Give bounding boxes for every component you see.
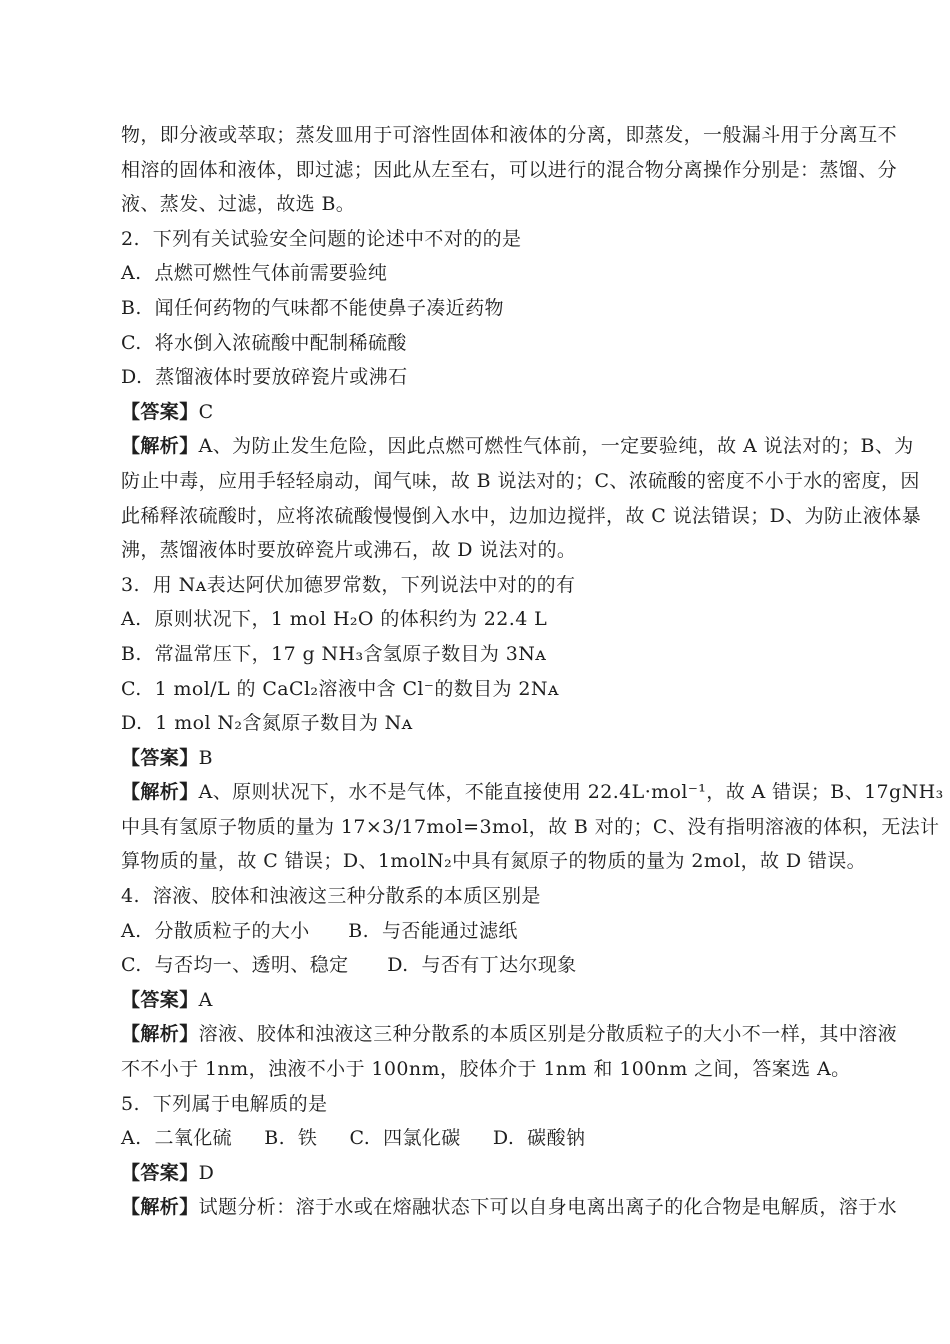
q3-answer-line <box>121 741 900 776</box>
q3-option-d: D. 1 mol N₂含氮原子数目为 Nᴀ <box>121 712 413 735</box>
q4-explanation-line-1: 【解析】溶液、胶体和浊液这三种分散系的本质区别是分散质粒子的大小不一样，其中溶液 <box>121 1023 898 1046</box>
q4-options-row-2: C. 与否均一、透明、稳定 D. 与否有丁达尔现象 <box>121 954 577 977</box>
q3-explanation-line-2: 中具有氢原子物质的量为 17×3/17mol=3mol，故 B 对的；C、没有指明溶液的体积，无法计 <box>121 815 940 838</box>
q3-explanation-line-1: 【解析】A、原则状况下，水不是气体，不能直接使用 22.4L·mol⁻¹，故 A 错误；B、17gNH₃ <box>121 781 944 804</box>
q5-answer-label: 【答案】 <box>121 1161 199 1184</box>
q3-answer-value: B <box>198 746 213 769</box>
q5-stem: 5. 下列属于电解质的是 <box>121 1092 328 1115</box>
q2-option-d: D. 蒸馏液体时要放碎瓷片或沸石 <box>121 366 408 389</box>
q2-explanation-line-2: 防止中毒，应用手轻轻扇动，闻气味，故 B 说法对的；C、浓硫酸的密度不小于水的密度，因 <box>121 469 920 492</box>
q3-stem: 3. 用 Nᴀ表达阿伏加德罗常数，下列说法中对的的有 <box>121 573 576 596</box>
q4-explanation-label: 【解析】 <box>121 1023 199 1046</box>
q2-answer-label: 【答案】 <box>121 400 199 423</box>
q2-explanation-line-3: 此稀释浓硫酸时，应将浓硫酸慢慢倒入水中，边加边搅拌，故 C 说法错误；D、为防止液体暴 <box>121 504 922 527</box>
q3-answer-label: 【答案】 <box>121 746 199 769</box>
q5-answer-value: D <box>198 1161 215 1184</box>
q5-explanation-line-1: 【解析】试题分析：溶于水或在熔融状态下可以自身电离出离子的化合物是电解质，溶于水 <box>121 1196 898 1219</box>
q2-answer-line <box>121 395 900 430</box>
q2-answer-value: C <box>198 400 214 423</box>
q5-options-row: A. 二氧化硫 B. 铁 C. 四氯化碳 D. 碳酸钠 <box>121 1127 586 1150</box>
q4-answer-label: 【答案】 <box>121 988 199 1011</box>
q3-option-c: C. 1 mol/L 的 CaCl₂溶液中含 Cl⁻的数目为 2Nᴀ <box>121 677 560 700</box>
q2-stem: 2. 下列有关试验安全问题的论述中不对的的是 <box>121 227 522 250</box>
q2-explanation-line-4: 沸，蒸馏液体时要放碎瓷片或沸石，故 D 说法对的。 <box>121 539 577 562</box>
q4-answer-line <box>121 983 900 1018</box>
q2-option-b: B. 闻任何药物的气味都不能使鼻子凑近药物 <box>121 296 504 319</box>
q3-option-b: B. 常温常压下，17 g NH₃含氢原子数目为 3Nᴀ <box>121 642 547 665</box>
q4-answer-value: A <box>198 988 213 1011</box>
q3-explanation-label: 【解析】 <box>121 781 199 804</box>
q1-explanation-line-3: 液、蒸发、过滤，故选 B。 <box>121 193 356 216</box>
q4-explanation-line-2: 不不小于 1nm，浊液不小于 100nm，胶体介于 1nm 和 100nm 之间，答案选 A。 <box>121 1058 851 1081</box>
q1-explanation-line-1: 物，即分液或萃取；蒸发皿用于可溶性固体和液体的分离，即蒸发，一般漏斗用于分离互不 <box>121 124 898 146</box>
q5-answer-line <box>121 1156 900 1191</box>
q2-explanation-line-1: 【解析】A、为防止发生危险，因此点燃可燃性气体前，一定要验纯，故 A 说法对的；B、为 <box>121 435 914 458</box>
q5-explanation-label: 【解析】 <box>121 1196 199 1219</box>
q4-stem: 4. 溶液、胶体和浊液这三种分散系的本质区别是 <box>121 885 541 908</box>
q3-option-a: A. 原则状况下，1 mol H₂O 的体积约为 22.4 L <box>121 608 548 631</box>
q3-explanation-line-3: 算物质的量，故 C 错误；D、1molN₂中具有氮原子的物质的量为 2mol，故 D 错误。 <box>121 850 867 873</box>
q2-option-a: A. 点燃可燃性气体前需要验纯 <box>121 262 388 285</box>
q2-explanation-label: 【解析】 <box>121 435 199 458</box>
q2-option-c: C. 将水倒入浓硫酸中配制稀硫酸 <box>121 331 407 354</box>
q1-explanation-line-2: 相溶的固体和液体，即过滤；因此从左至右，可以进行的混合物分离操作分别是：蒸馏、分 <box>121 158 898 181</box>
q4-options-row-1: A. 分散质粒子的大小 B. 与否能通过滤纸 <box>121 919 518 942</box>
